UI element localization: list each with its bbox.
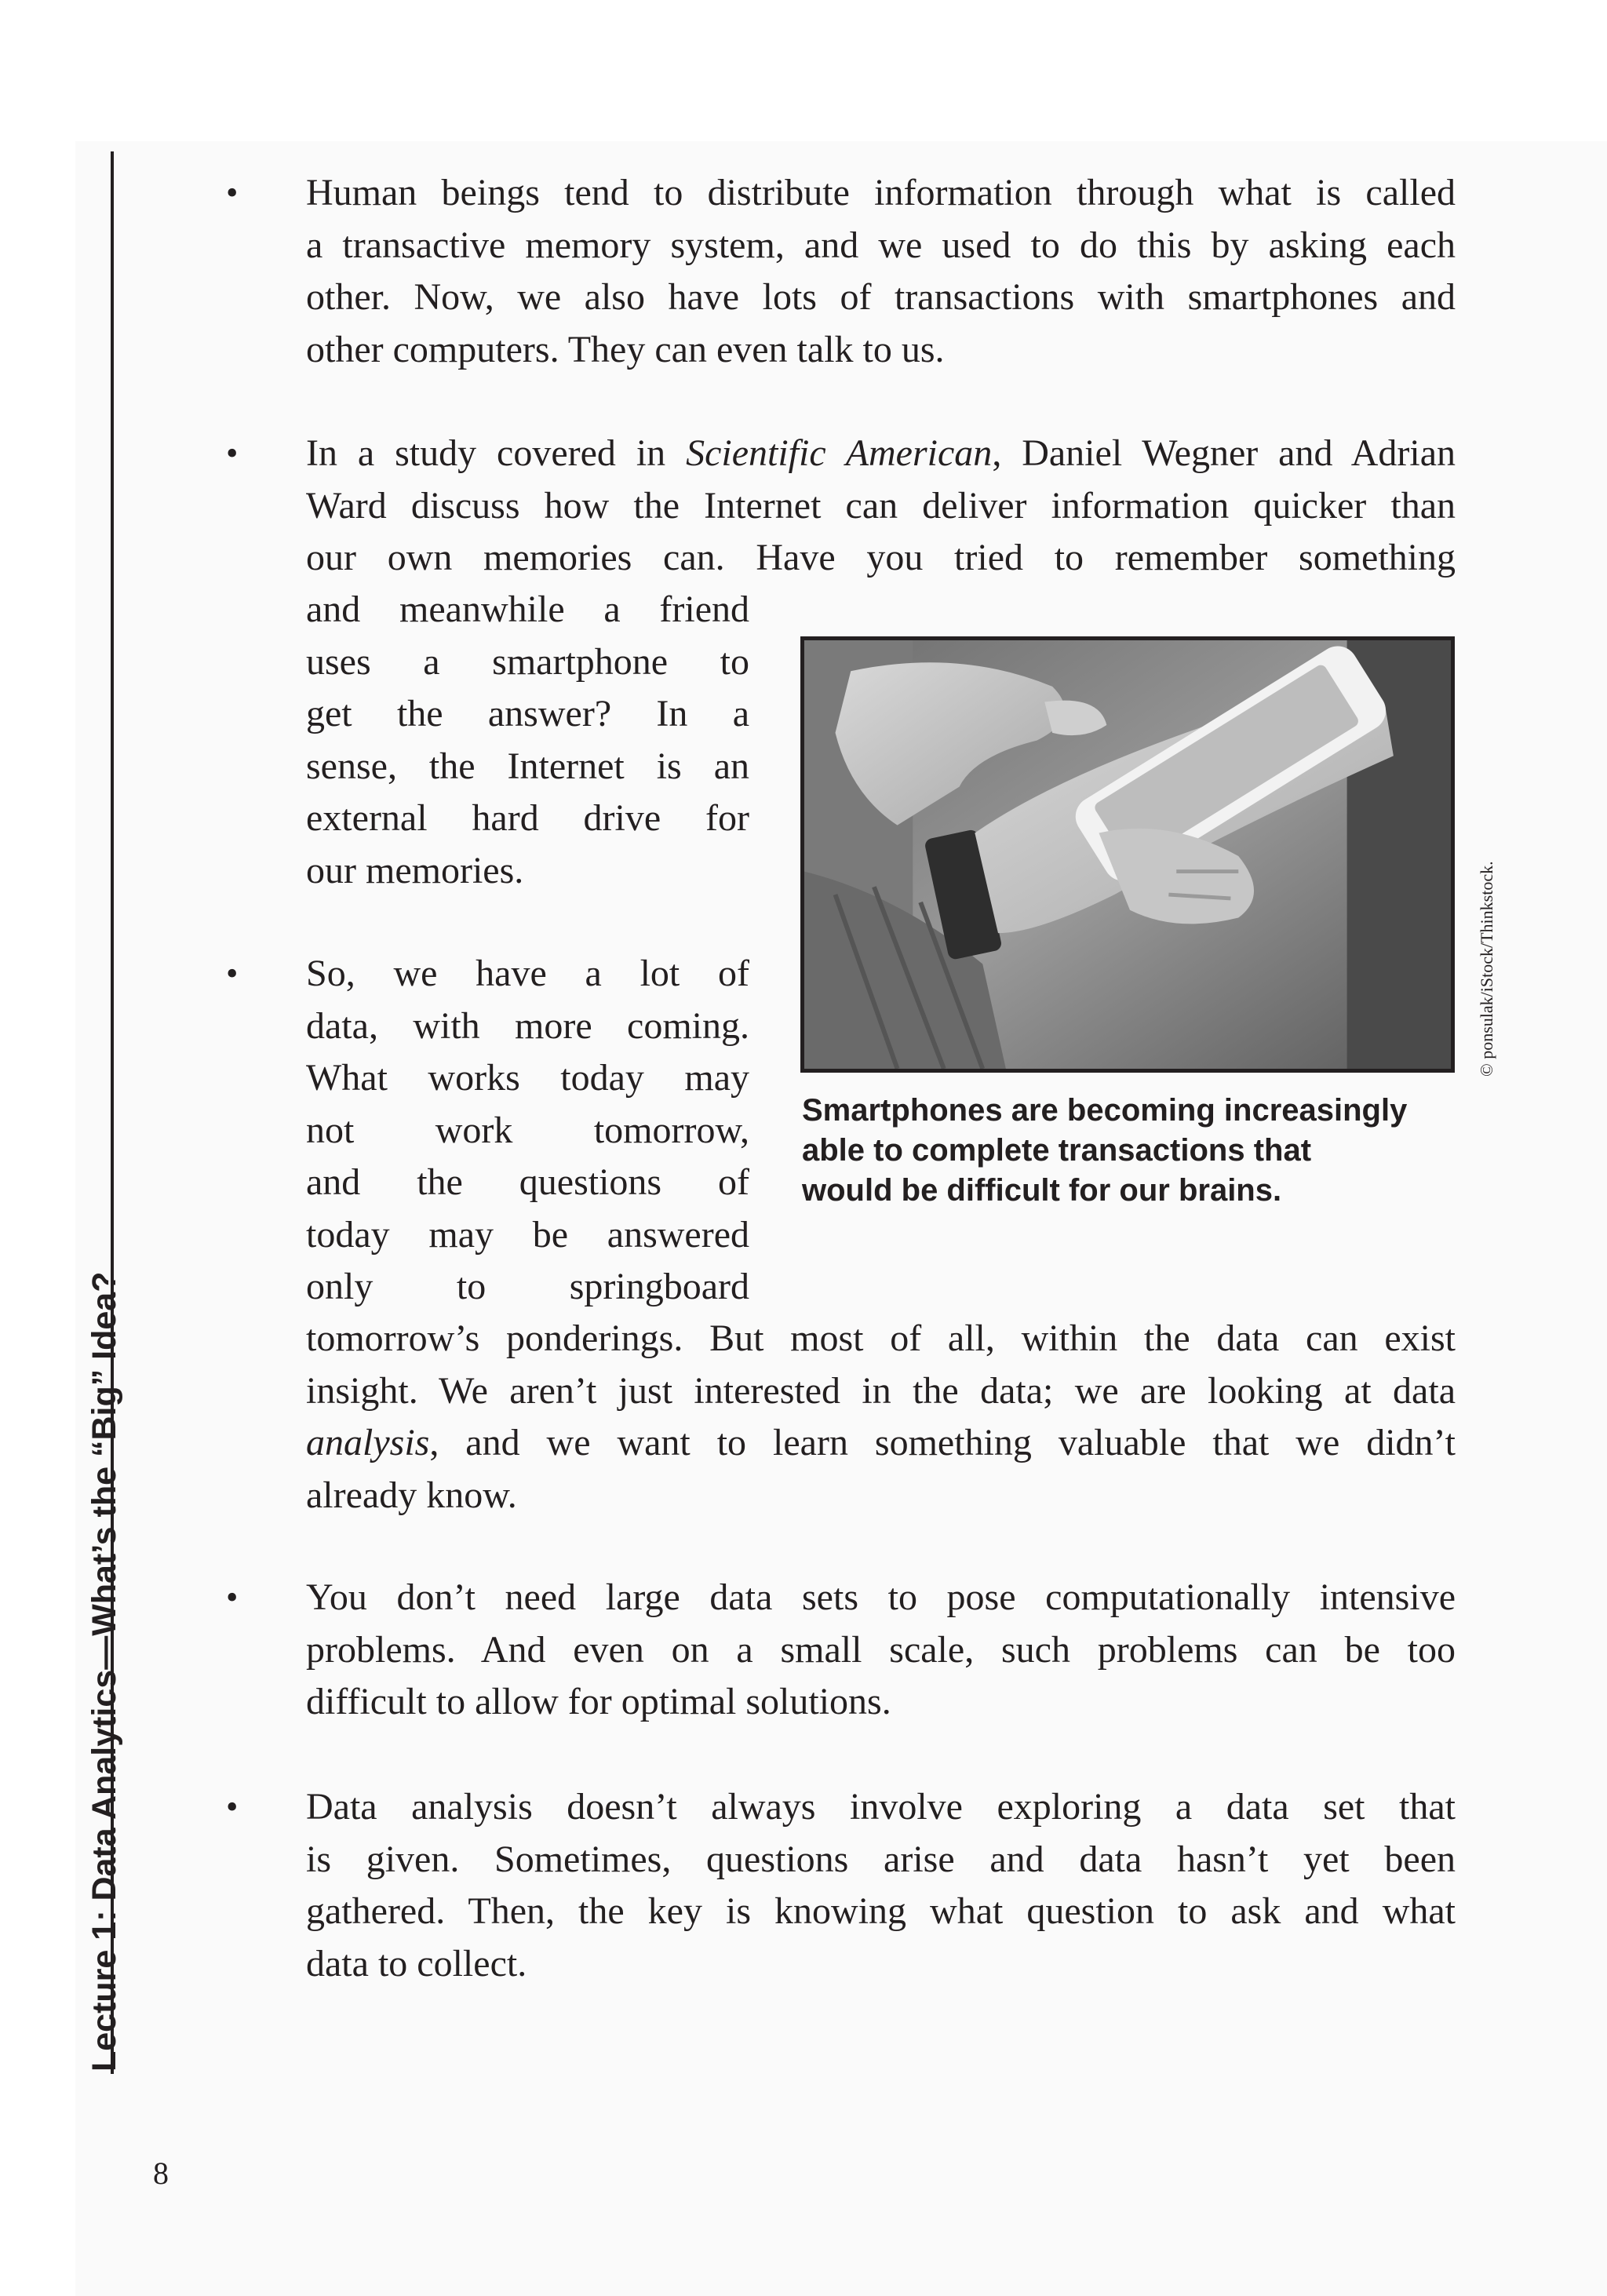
- bullet-marker: •: [226, 173, 239, 212]
- figure-caption: [802, 1091, 1461, 1211]
- emphasis-word: analysis: [306, 1422, 430, 1463]
- bullet-paragraph-1: [306, 167, 1456, 376]
- caption-line: would be difficult for our brains.: [802, 1173, 1282, 1208]
- text-line: [306, 428, 1456, 480]
- text-line: What works today may: [306, 1057, 749, 1099]
- text-line: other. Now, we also have lots of transactions with smartphones and: [306, 276, 1456, 318]
- caption-line: Smartphones are becoming increasingly: [802, 1093, 1408, 1128]
- caption-line: able to complete transactions that: [802, 1133, 1312, 1168]
- text-line: difficult to allow for optimal solutions.: [306, 1681, 891, 1722]
- text-line: Data analysis doesn’t always involve exploring a data set that: [306, 1786, 1456, 1828]
- bullet-marker: •: [226, 1578, 239, 1616]
- text-line: get the answer? In a: [306, 693, 749, 734]
- text-fragment: , and we want to learn something valuable that we didn’t: [429, 1422, 1456, 1463]
- running-header-title: Lecture 1: Data Analytics—What’s the “Big” Idea?: [86, 1271, 123, 2072]
- text-line: today may be answered: [306, 1213, 749, 1256]
- bullet-paragraph-5: [306, 1781, 1456, 1990]
- text-line: problems. And even on a small scale, such problems can be too: [306, 1628, 1456, 1671]
- text-line: data to collect.: [306, 1942, 527, 1984]
- bullet-paragraph-2: [306, 428, 1456, 585]
- text-line: tomorrow’s ponderings. But most of all, within the data can exist: [306, 1317, 1456, 1359]
- bullet-paragraph-3: [306, 1313, 1456, 1522]
- text-line: is given. Sometimes, questions arise and data hasn’t yet been: [306, 1838, 1456, 1880]
- bullet-marker: •: [226, 1788, 239, 1826]
- page-number: 8: [153, 2156, 169, 2191]
- text-fragment: In a study covered in: [306, 432, 687, 474]
- text-line: Human beings tend to distribute information through what is called: [306, 172, 1456, 213]
- text-line: So, we have a lot of: [306, 953, 749, 994]
- text-line: uses a smartphone to: [306, 640, 749, 683]
- text-line: and meanwhile a friend: [306, 589, 749, 630]
- text-fragment: , Daniel Wegner and Adrian: [992, 432, 1456, 474]
- text-line: Ward discuss how the Internet can deliver information quicker than: [306, 484, 1456, 527]
- text-line: and the questions of: [306, 1161, 749, 1203]
- text-line: already know.: [306, 1474, 517, 1516]
- text-line: You don’t need large data sets to pose computationally intensive: [306, 1576, 1456, 1618]
- photo-credit: © ponsulak/iStock/Thinkstock.: [1477, 861, 1496, 1077]
- text-line: our own memories can. Have you tried to remember something: [306, 537, 1456, 578]
- text-line: a transactive memory system, and we used to do this by asking each: [306, 224, 1456, 266]
- text-line: gathered. Then, the key is knowing what question to ask and what: [306, 1890, 1456, 1932]
- text-line: our memories.: [306, 849, 524, 891]
- bullet-marker: •: [226, 434, 239, 472]
- text-line: external hard drive for: [306, 797, 749, 839]
- bullet-marker: •: [226, 954, 239, 993]
- bullet-paragraph-4: [306, 1572, 1456, 1729]
- text-line: only to springboard: [306, 1266, 749, 1307]
- text-line: sense, the Internet is an: [306, 745, 749, 787]
- publication-title: Scientific American: [686, 432, 993, 474]
- text-line: data, with more coming.: [306, 1004, 749, 1047]
- smartphone-photo: [800, 636, 1455, 1073]
- text-line: other computers. They can even talk to us.: [306, 328, 945, 370]
- text-line: insight. We aren’t just interested in the data; we are looking at data: [306, 1369, 1456, 1412]
- bullet-paragraph-3-wrap: [306, 948, 749, 1314]
- text-line: not work tomorrow,: [306, 1109, 749, 1151]
- bullet-paragraph-2-wrap: [306, 584, 749, 897]
- text-line: [306, 1417, 1456, 1470]
